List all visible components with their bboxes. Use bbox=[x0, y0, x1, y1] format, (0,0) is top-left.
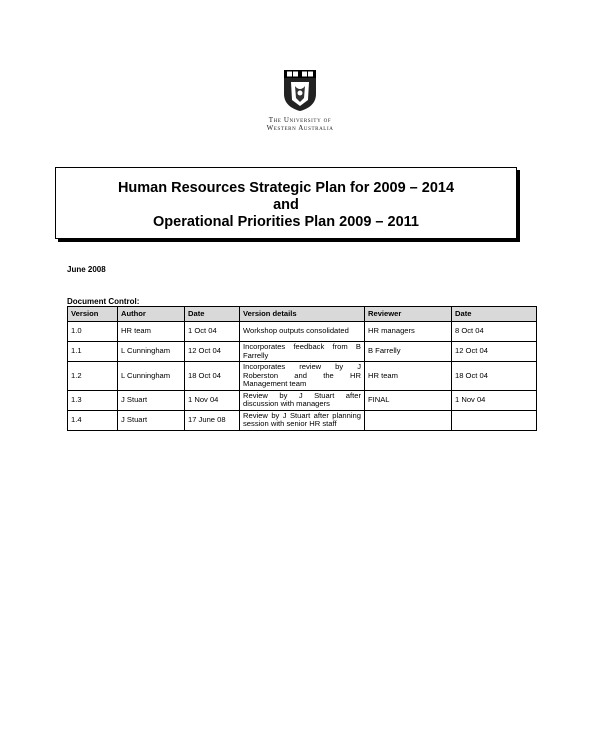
university-crest-icon bbox=[282, 68, 318, 112]
cell-author: L Cunningham bbox=[118, 362, 185, 391]
cell-author: J Stuart bbox=[118, 390, 185, 410]
cell-version-details: Workshop outputs consolidated bbox=[240, 322, 365, 342]
cell-version: 1.1 bbox=[68, 342, 118, 362]
header-version: Version bbox=[68, 307, 118, 322]
cell-review-date: 8 Oct 04 bbox=[452, 322, 537, 342]
cell-version: 1.4 bbox=[68, 410, 118, 430]
cell-reviewer: HR team bbox=[365, 362, 452, 391]
cell-date: 1 Oct 04 bbox=[185, 322, 240, 342]
document-date: June 2008 bbox=[67, 265, 106, 274]
header-version-details: Version details bbox=[240, 307, 365, 322]
cell-date: 17 June 08 bbox=[185, 410, 240, 430]
header-review-date: Date bbox=[452, 307, 537, 322]
table-row bbox=[68, 322, 537, 342]
cell-reviewer: FINAL bbox=[365, 390, 452, 410]
header-date: Date bbox=[185, 307, 240, 322]
university-name-line1: The University of bbox=[268, 116, 332, 124]
table-header-row bbox=[68, 307, 537, 322]
cell-version: 1.2 bbox=[68, 362, 118, 391]
cell-version-details: Incorporates review by J Roberston and the HR Management team bbox=[240, 362, 365, 391]
cell-version: 1.0 bbox=[68, 322, 118, 342]
cell-author: L Cunningham bbox=[118, 342, 185, 362]
document-control-label: Document Control: bbox=[67, 297, 140, 306]
cell-reviewer bbox=[365, 410, 452, 430]
cell-date: 18 Oct 04 bbox=[185, 362, 240, 391]
header-reviewer: Reviewer bbox=[365, 307, 452, 322]
title-line-3: Operational Priorities Plan 2009 – 2011 bbox=[153, 214, 419, 230]
title-line-1: Human Resources Strategic Plan for 2009 – 2014 bbox=[117, 180, 455, 196]
cell-version-details: Incorporates feedback from B Farrelly bbox=[240, 342, 365, 362]
document-title-box bbox=[55, 167, 517, 239]
document-control-table bbox=[67, 306, 537, 431]
cell-date: 1 Nov 04 bbox=[185, 390, 240, 410]
table-row bbox=[68, 342, 537, 362]
header-author: Author bbox=[118, 307, 185, 322]
cell-review-date bbox=[452, 410, 537, 430]
cell-review-date: 18 Oct 04 bbox=[452, 362, 537, 391]
cell-author: J Stuart bbox=[118, 410, 185, 430]
cell-version-details: Review by J Stuart after planning session with senior HR staff bbox=[240, 410, 365, 430]
cell-author: HR team bbox=[118, 322, 185, 342]
university-name-line2: Western Australia bbox=[266, 124, 334, 132]
table-row bbox=[68, 390, 537, 410]
cell-version-details: Review by J Stuart after discussion with managers bbox=[240, 390, 365, 410]
cell-reviewer: HR managers bbox=[365, 322, 452, 342]
cell-version: 1.3 bbox=[68, 390, 118, 410]
table-row bbox=[68, 362, 537, 391]
cell-review-date: 12 Oct 04 bbox=[452, 342, 537, 362]
university-logo bbox=[230, 68, 370, 132]
cell-date: 12 Oct 04 bbox=[185, 342, 240, 362]
cell-reviewer: B Farrelly bbox=[365, 342, 452, 362]
table-row bbox=[68, 410, 537, 430]
title-line-2: and bbox=[273, 197, 299, 213]
cell-review-date: 1 Nov 04 bbox=[452, 390, 537, 410]
